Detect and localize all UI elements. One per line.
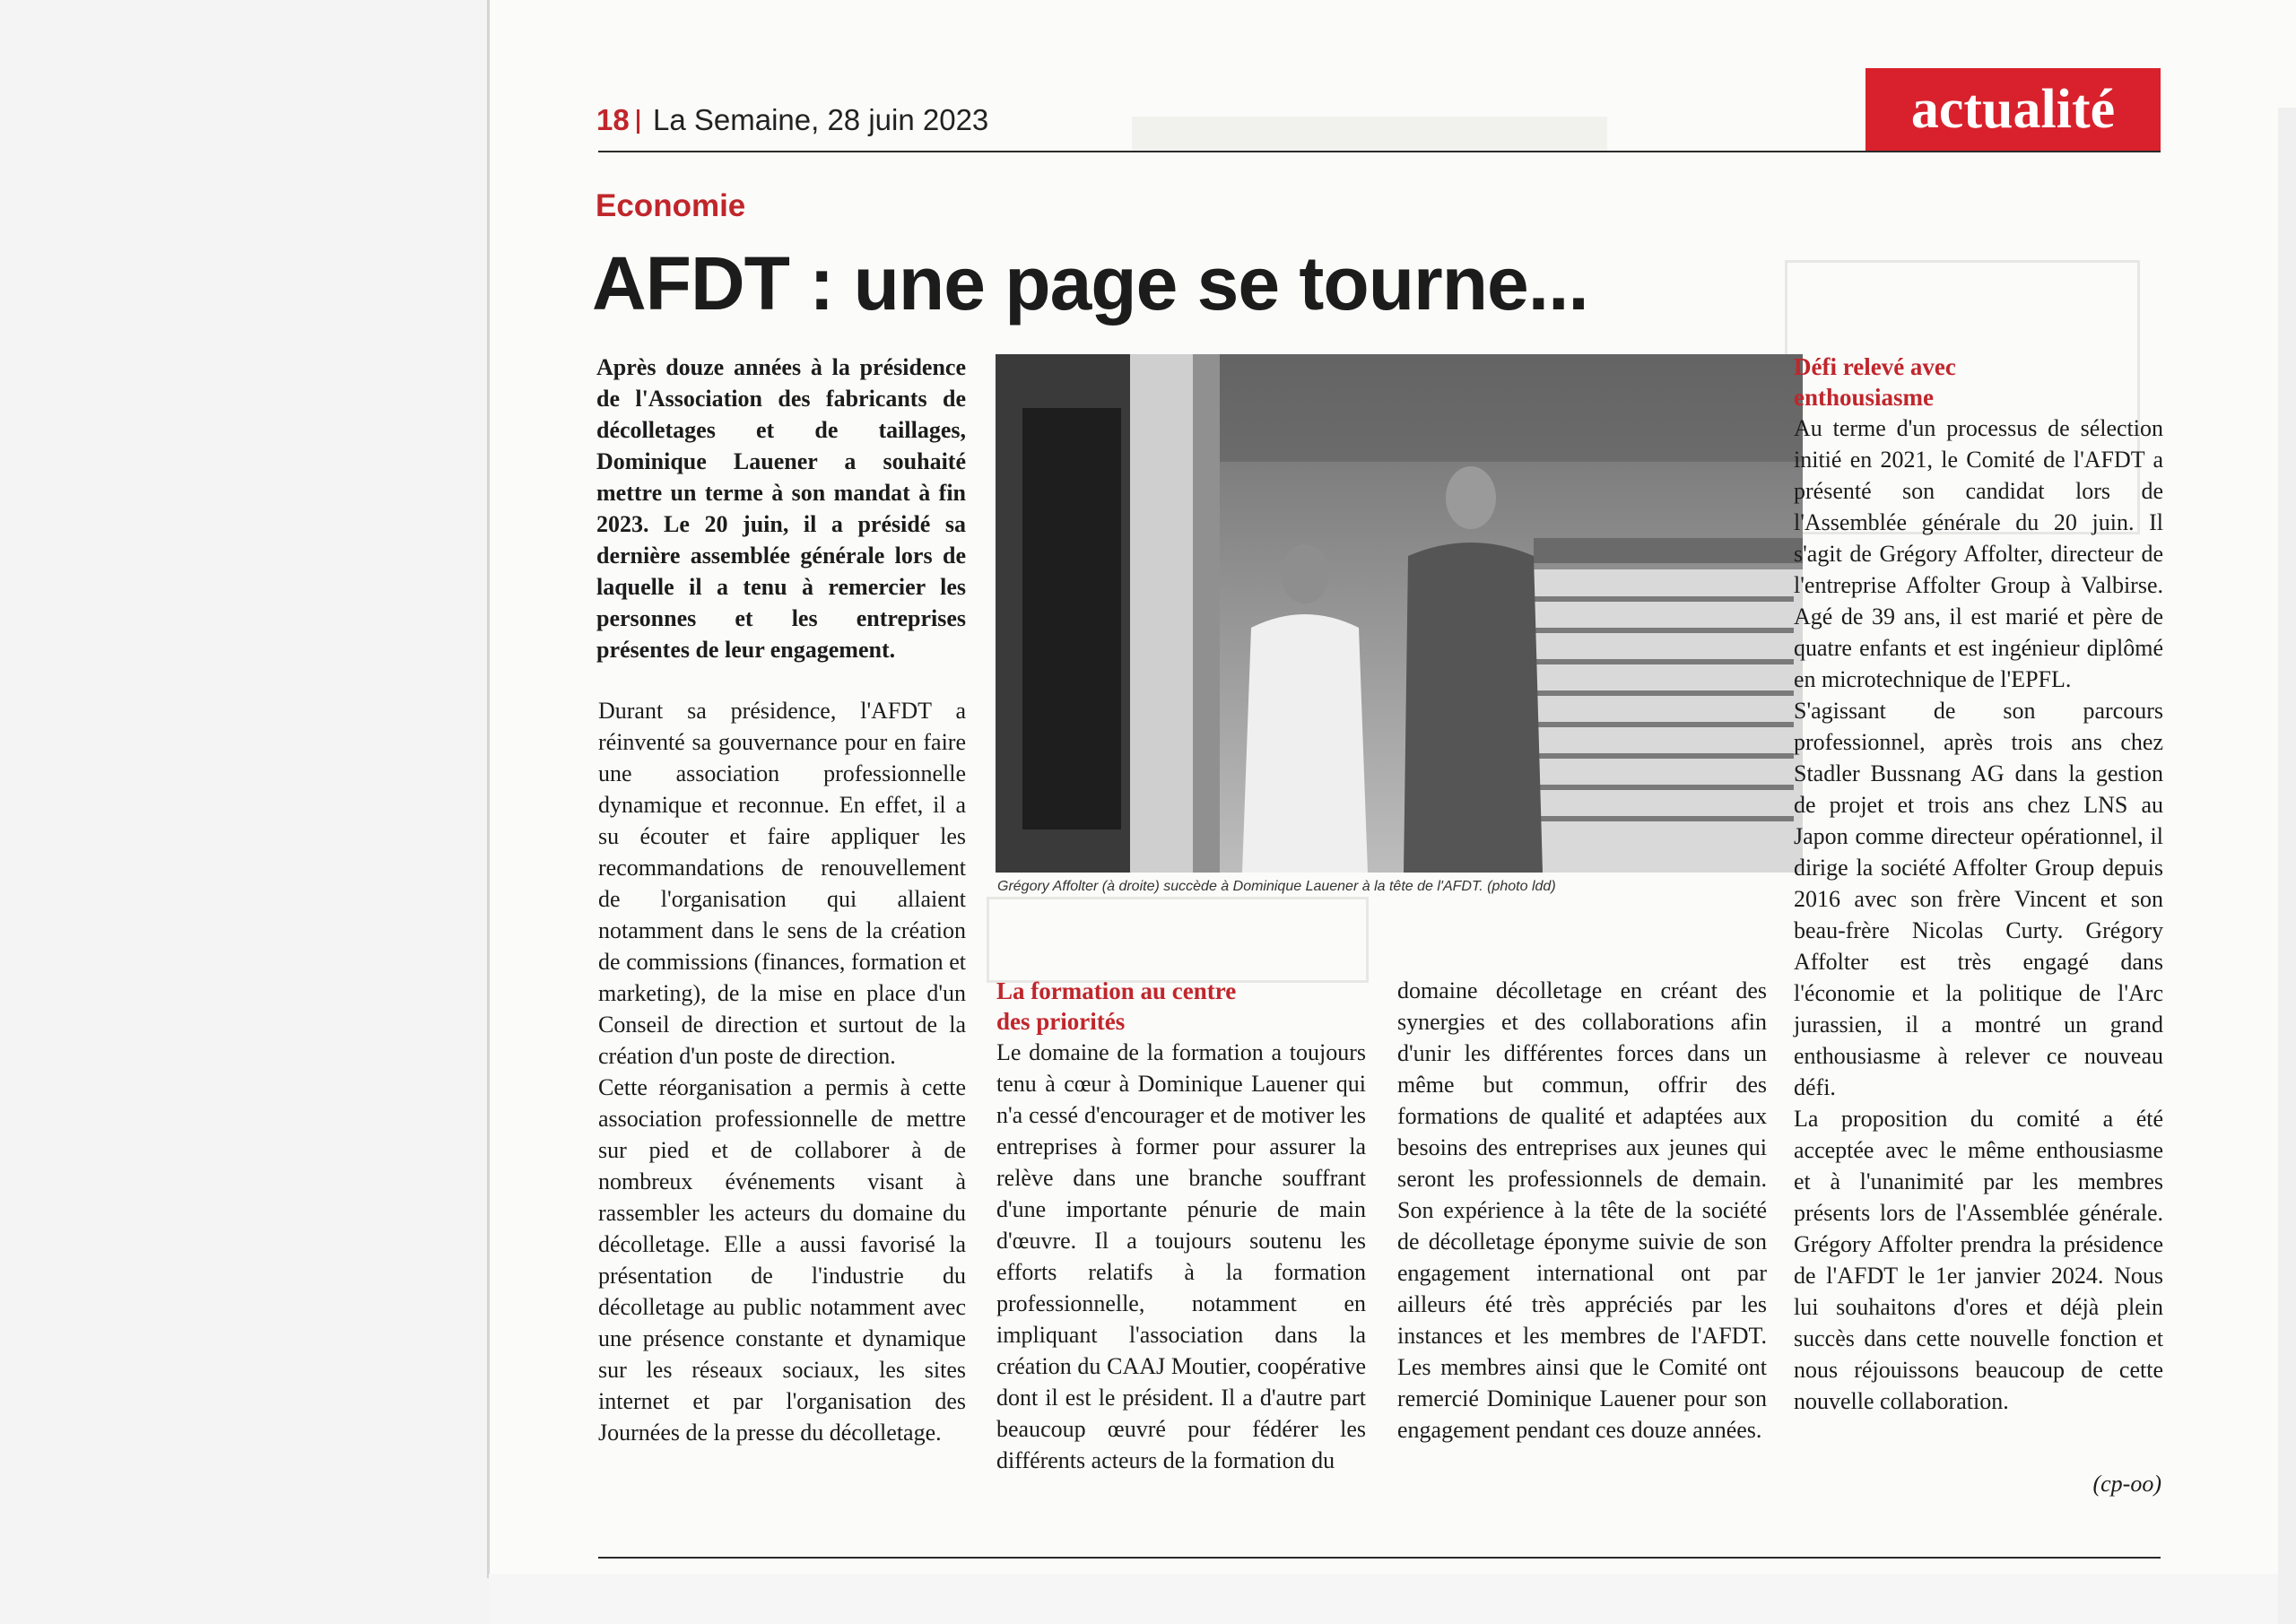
article-column-3: domaine décolletage en créant des synergies et des collaborations afin d'unir les différentes forces dans un même but commun, offrir des formations de qualité et adaptées aux besoins des entreprises aux jeunes qui seront les professionnels de demain. Son expérience à la tête de la société de décolletage éponyme suivie de son engagement international ont par ailleurs été très appréciés par les instances et les membres de l'AFDT. Les membres ainsi que le Comité ont remercié Dominique Lauener pour son engagement pendant ces douze années. — [1397, 977, 1767, 1443]
issue-date: La Semaine, 28 juin 2023 — [653, 103, 989, 136]
show-through-box-small — [987, 897, 1369, 983]
article-photo — [996, 354, 1803, 873]
next-page-edge — [2278, 108, 2296, 1624]
article-lead: Après douze années à la présidence de l'Association des fabricants de décolletages et de taillages, Dominique Lauener a souhaité mettre un terme à son mandat à fin 2023. Le 20 juin, il a présidé sa dernière assemblée générale lors de laquelle il a tenu à remercier les personnes et les entreprises présentes de leur engagement. — [596, 354, 966, 663]
scan-background — [0, 0, 489, 1624]
section-label: Economie — [596, 188, 746, 223]
page-edge-shadow — [487, 0, 490, 1578]
photo-illustration — [996, 354, 1803, 873]
header-separator — [637, 109, 639, 134]
rubric-label: actualité — [1866, 68, 2161, 151]
article-title: AFDT : une page se tourne... — [592, 241, 1588, 326]
subheading-formation: La formation au centre des priorités — [996, 977, 1237, 1035]
subheading-defi: Défi relevé avec enthousiasme — [1794, 353, 1956, 411]
article-column-2: Le domaine de la formation a toujours tenu à cœur à Dominique Lauener qui n'a cessé d'encourager et de motiver les entreprises à former pour assurer la relève dans une branche souffrant d'une importante pénurie de main d'œuvre. Il a toujours soutenu les efforts relatifs à la formation professionnelle, notamment en impliquant l'association dans la création du CAAJ Moutier, coopérative dont il est le président. Il a d'autre part beaucoup œuvré pour fédérer les différents acteurs de la formation du — [996, 1039, 1366, 1473]
show-through-banner — [1132, 117, 1607, 152]
article-column-1: Durant sa présidence, l'AFDT a réinventé sa gouvernance pour en faire une association professionnelle dynamique et reconnue. En effet, il a su écouter et faire appliquer les recommandations de renouvellement de l'organisation qui allaient notamment dans le sens de la création de commissions (finances, formation et marketing), de la mise en place d'un Conseil de direction et surtout de la création d'un poste de direction. Cette réorganisation a permis à cette association professionnelle de mettre sur pied et de collaborer à de nombreux événements visant à rassembler les acteurs du domaine du décolletage. Elle a aussi favorisé la présentation de l'industrie du décolletage au public notamment avec une présence constante et dynamique sur les réseaux sociaux, les sites internet et par l'organisation des Journées de la presse du décolletage. — [598, 698, 966, 1446]
author-signature: (cp-oo) — [2092, 1471, 2161, 1497]
photo-caption: Grégory Affolter (à droite) succède à Dominique Lauener à la tête de l'AFDT. (photo ldd) — [997, 879, 1556, 894]
header-rule — [598, 151, 2161, 152]
article-column-4: Au terme d'un processus de sélection initié en 2021, le Comité de l'AFDT a présenté son candidat lors de l'Assemblée générale du 20 juin. Il s'agit de Grégory Affolter, directeur de l'entreprise Affolter Group à Valbirse. Agé de 39 ans, il est marié et père de quatre enfants et est ingénieur diplômé en microtechnique de l'EPFL. S'agissant de son parcours professionnel, après trois ans chez Stadler Bussnang AG dans la gestion de projet et trois ans chez LNS au Japon comme directeur opérationnel, il dirige la société Affolter Group depuis 2016 avec son frère Vincent et son beau-frère Nicolas Curty. Grégory Affolter est très engagé dans l'économie et la politique de l'Arc jurassien, il a montré un grand enthousiasme à relever ce nouveau défi. La proposition du comité a été acceptée avec le même enthousiasme et à l'unanimité par les membres présents lors de l'Assemblée générale. Grégory Affolter prendra la présidence de l'AFDT le 1er janvier 2024. Nous lui souhaitons d'ores et déjà plein succès dans cette nouvelle fonction et nous réjouissons beaucoup de cette nouvelle collaboration. — [1794, 415, 2163, 1414]
page-number: 18 — [596, 103, 630, 136]
footer-rule — [598, 1557, 2161, 1559]
page-bottom-margin — [489, 1574, 2296, 1624]
